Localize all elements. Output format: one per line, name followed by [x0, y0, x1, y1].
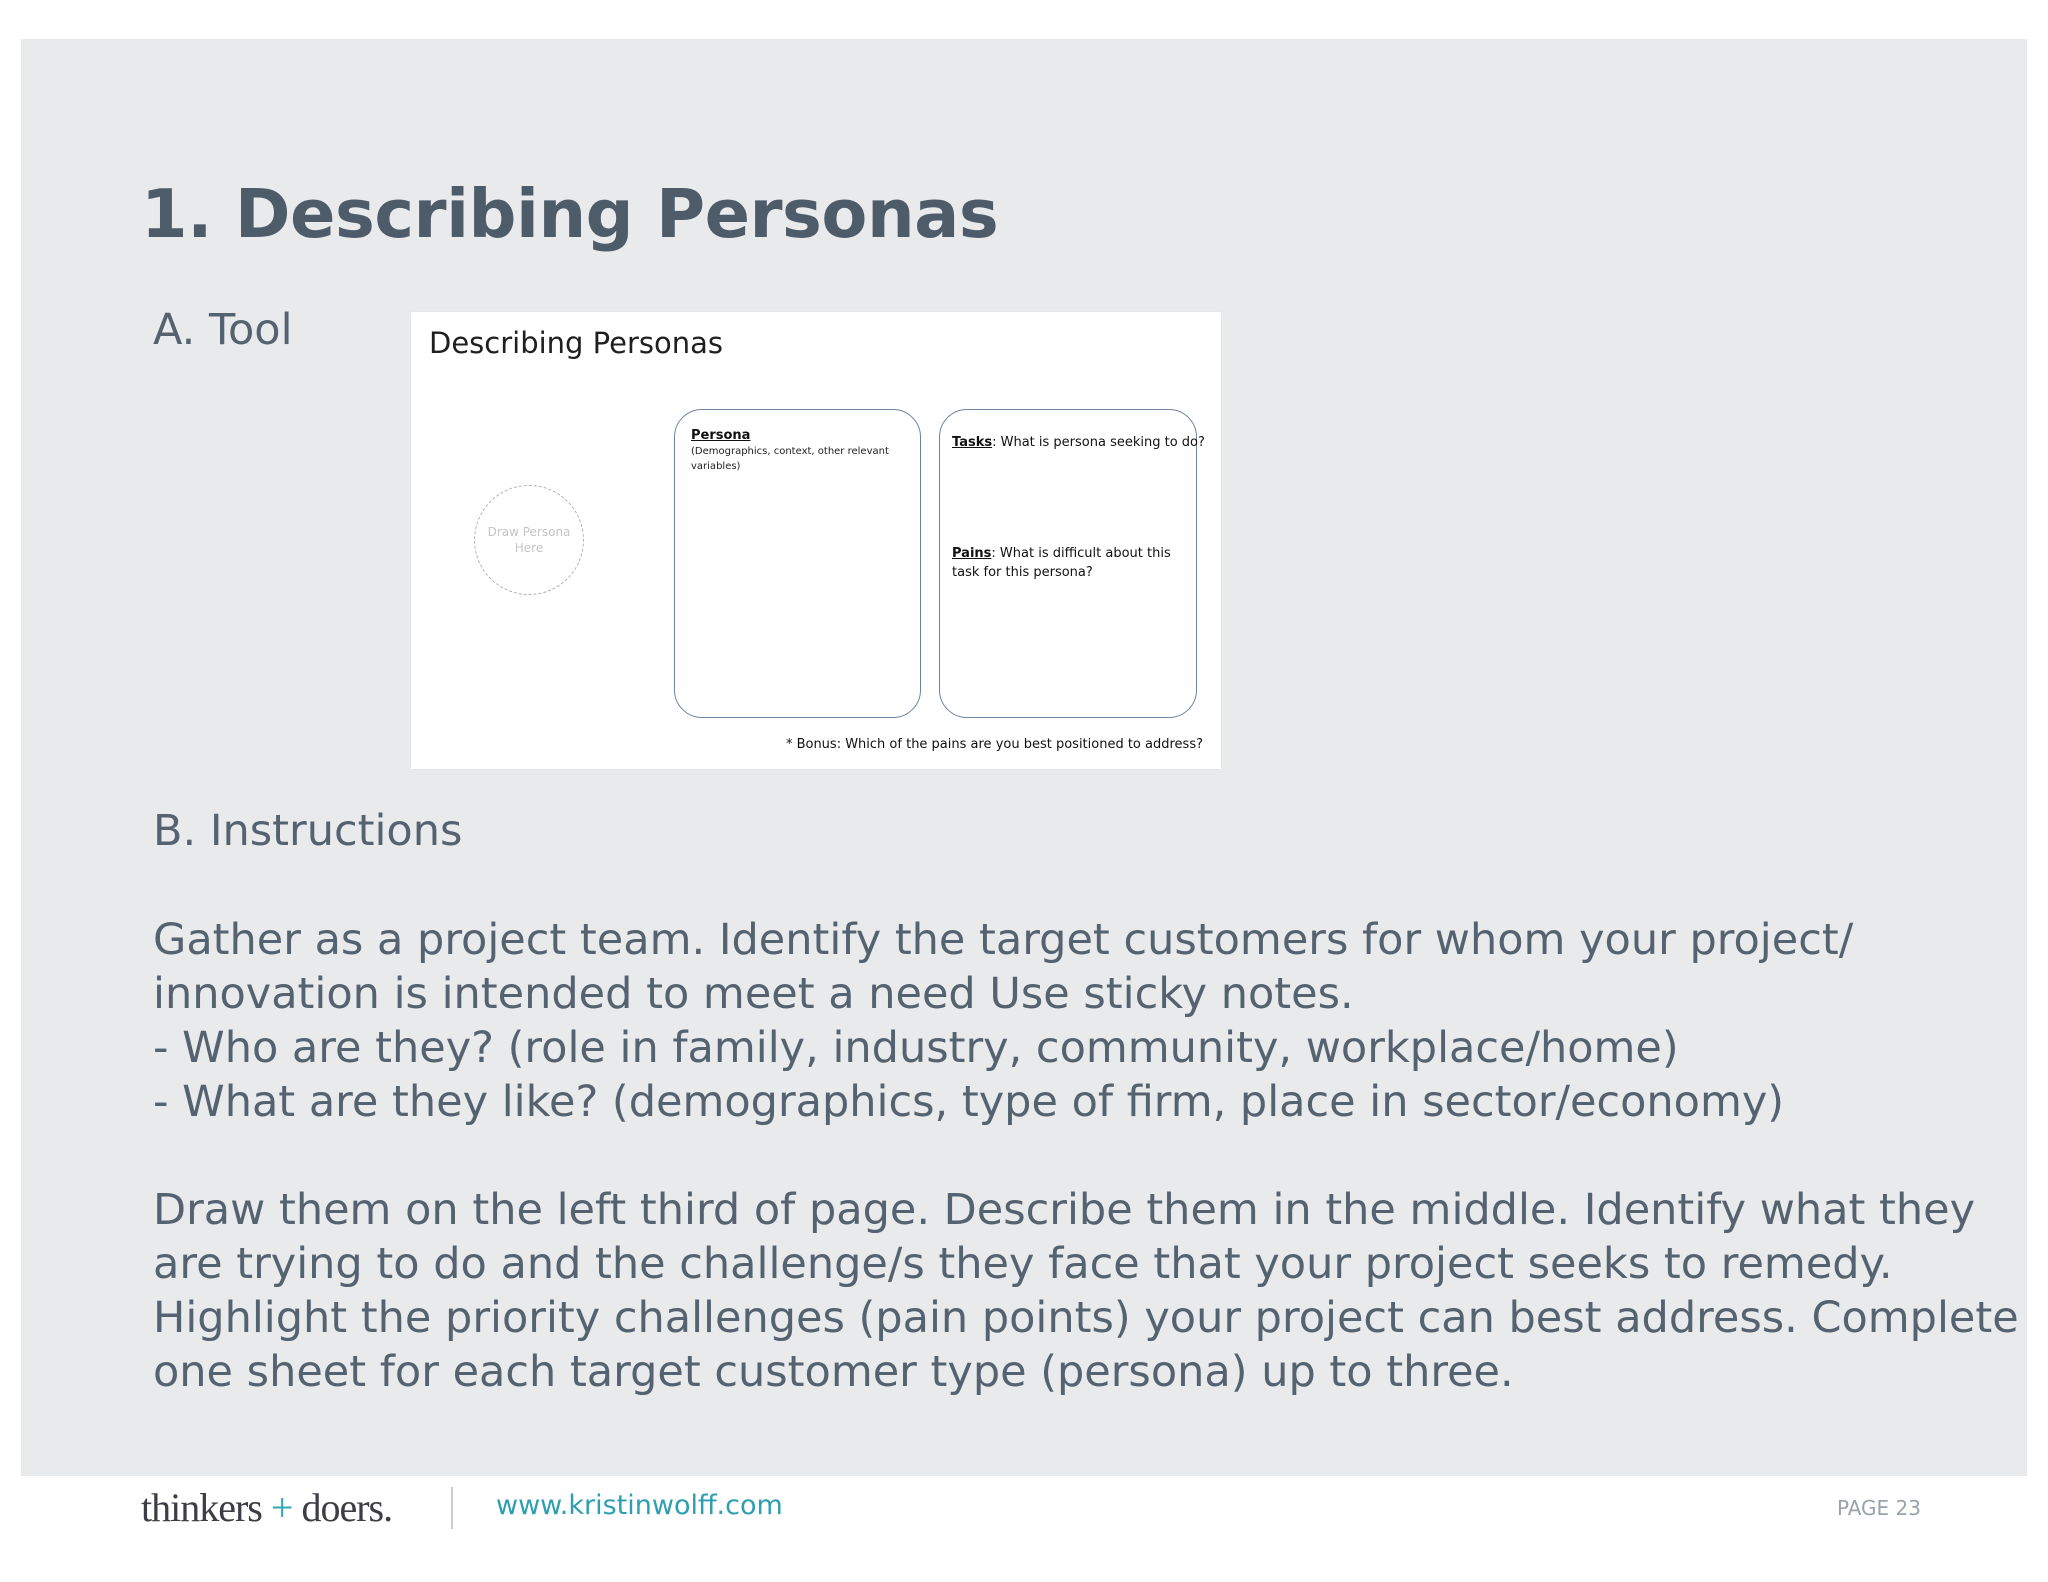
- thinkers-doers-logo: [141, 1484, 392, 1531]
- logo-plus: +: [261, 1485, 302, 1530]
- tasks-prompt: [952, 435, 1205, 450]
- tasks-label: Tasks: [952, 435, 993, 450]
- instructions-paragraph-1: [153, 913, 2023, 1129]
- circle-text: Draw Persona Here: [487, 524, 571, 555]
- persona-box: [674, 409, 921, 718]
- tool-title: Describing Personas: [429, 326, 724, 360]
- persona-subtext: (Demographics, context, other relevant variables): [691, 446, 889, 472]
- tool-image: [411, 312, 1221, 769]
- bonus-note: * Bonus: Which of the pains are you best positioned to address?: [785, 737, 1203, 752]
- tasks-pains-box: [939, 409, 1205, 718]
- section-a-label: A. Tool: [153, 305, 293, 355]
- persona-heading: Persona: [691, 428, 751, 443]
- logo-right: doers.: [301, 1485, 393, 1530]
- section-b-label: B. Instructions: [153, 806, 463, 856]
- page-number: PAGE 23: [1836, 1496, 1921, 1520]
- bullet-what: - What are they like? (demographics, type of firm, place in sector/economy): [153, 1077, 1785, 1127]
- instructions-intro: Gather as a project team. Identify the target customers for whom your project/ innovation is intended to meet a need Use sticky notes.: [153, 915, 1854, 1019]
- pains-text: : What is difficult about this task for this persona?: [952, 546, 1171, 580]
- footer-divider: [451, 1487, 453, 1529]
- bullet-who: - Who are they? (role in family, industry, community, workplace/home): [153, 1023, 1679, 1073]
- page-title: 1. Describing Personas: [141, 175, 999, 253]
- footer-url-link[interactable]: www.kristinwolff.com: [496, 1490, 783, 1521]
- draw-persona-circle: [474, 485, 584, 595]
- instructions-paragraph-2: Draw them on the left third of page. Describe them in the middle. Identify what they are trying to do and the challenge/s they face that your project seeks to remedy. Highlight the priority challenges (pain points) your project can best address. Complete one sheet for each target customer type (persona) up to three.: [153, 1185, 2019, 1397]
- pains-label: Pains: [952, 546, 992, 561]
- tasks-text: : What is persona seeking to do?: [992, 435, 1205, 450]
- pains-prompt: [952, 545, 1192, 583]
- logo-left: thinkers: [141, 1485, 262, 1530]
